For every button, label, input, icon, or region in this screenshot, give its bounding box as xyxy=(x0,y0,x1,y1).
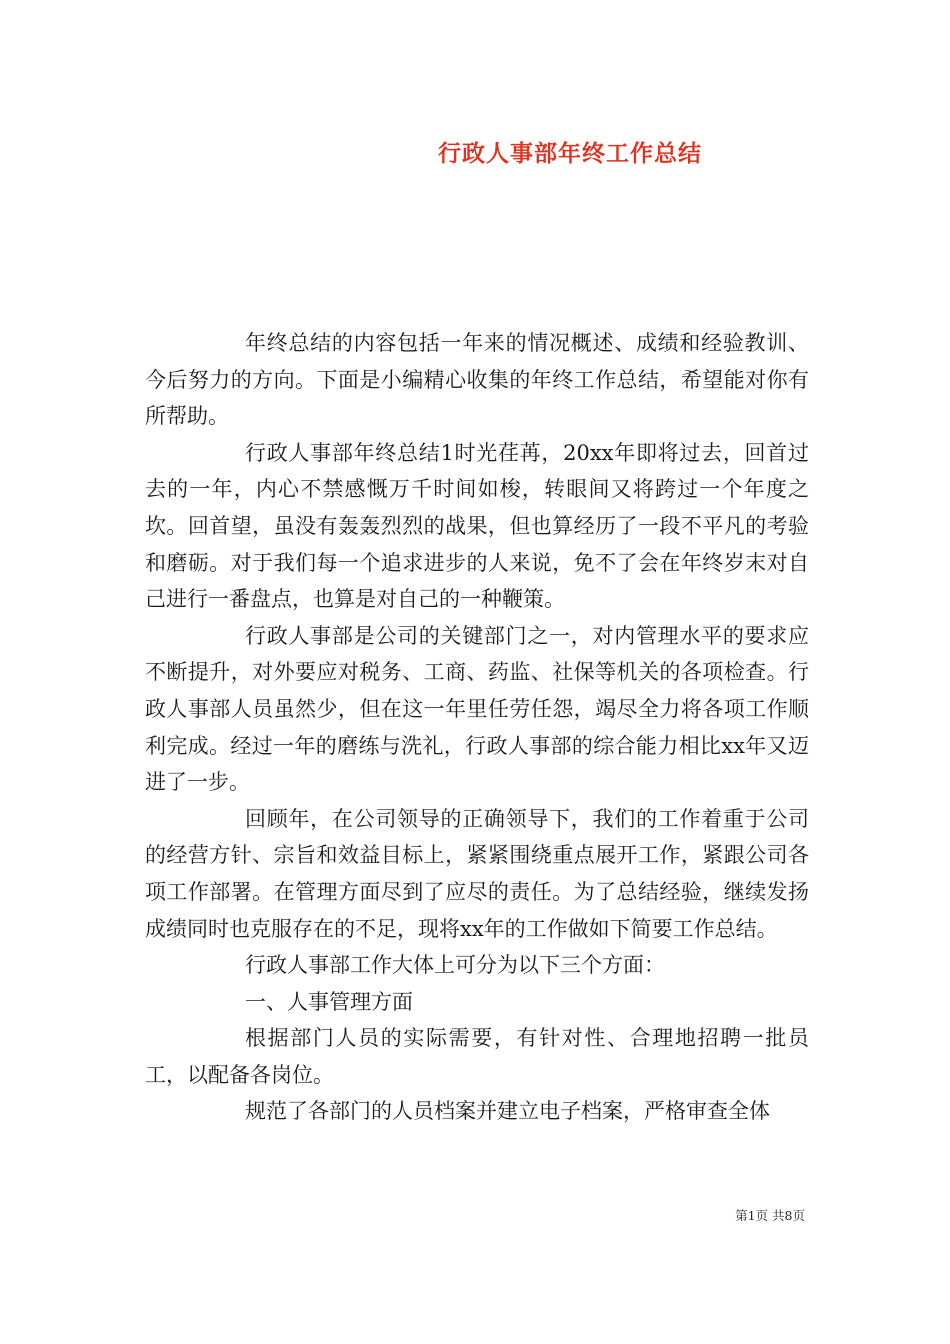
document-title: 行政人事部年终工作总结 xyxy=(438,140,702,167)
paragraph-three-aspects: 行政人事部工作大体上可分为以下三个方面： xyxy=(245,953,665,978)
paragraph-recruitment: 根据部门人员的实际需要，有针对性、合理地招聘一批员工，以配备各岗位。 xyxy=(145,1026,809,1087)
paragraph-review: 回顾年，在公司领导的正确领导下，我们的工作着重于公司的经营方针、宗旨和效益目标上，紧紧围绕重点展开工作，紧跟公司各项工作部署。在管理方面尽到了应尽的责任。为了总结经验，继续发扬成绩同时也克服存在的不足，现将xx年的工作做如下简要工作总结。 xyxy=(145,806,809,941)
page-number: 第1页 共8页 xyxy=(735,1208,805,1223)
paragraph-department-role: 行政人事部是公司的关键部门之一，对内管理水平的要求应不断提升，对外要应对税务、工商、药监、社保等机关的各项检查。行政人事部人员虽然少，但在这一年里任劳任怨，竭尽全力将各项工作顺利完成。经过一年的磨练与洗礼，行政人事部的综合能力相比xx年又迈进了一步。 xyxy=(145,623,809,795)
paragraph-intro: 年终总结的内容包括一年来的情况概述、成绩和经验教训、今后努力的方向。下面是小编精心收集的年终工作总结，希望能对你有所帮助。 xyxy=(145,331,809,429)
document-body xyxy=(145,325,809,1130)
paragraph-archives: 规范了各部门的人员档案并建立电子档案，严格审查全体 xyxy=(245,1099,770,1124)
paragraph-summary-1: 行政人事部年终总结1时光荏苒，20xx年即将过去，回首过去的一年，内心不禁感慨万千时间如梭，转眼间又将跨过一个年度之坎。回首望，虽没有轰轰烈烈的战果，但也算经历了一段不平凡的考验和磨砺。对于我们每一个追求进步的人来说，免不了会在年终岁末对自己进行一番盘点，也算是对自己的一种鞭策。 xyxy=(145,440,809,612)
section-heading-hr: 一、人事管理方面 xyxy=(245,989,413,1014)
